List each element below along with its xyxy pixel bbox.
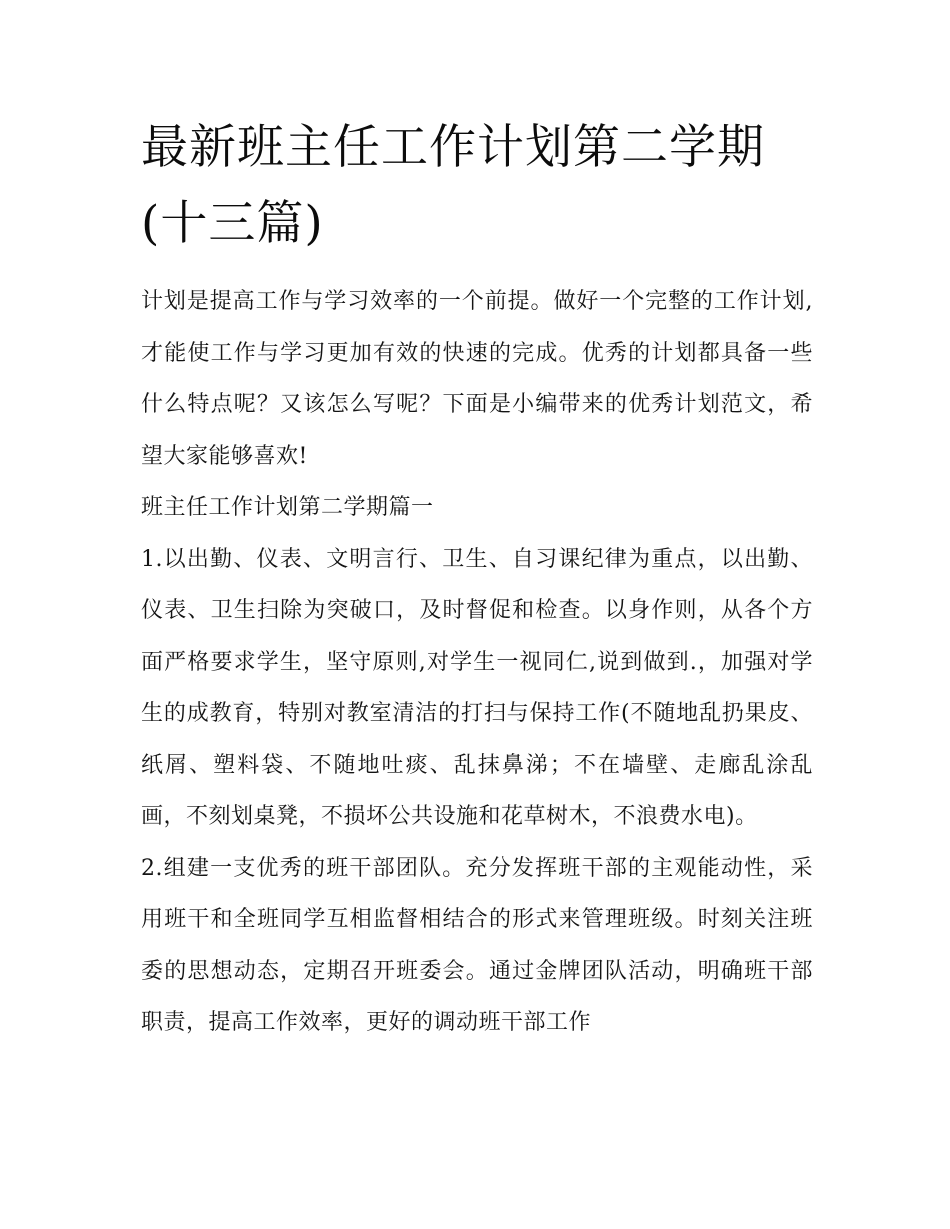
document-title: 最新班主任工作计划第二学期(十三篇) — [141, 120, 765, 251]
intro-paragraph: 计划是提高工作与学习效率的一个前提。做好一个完整的工作计划,才能使工作与学习更加有效的快速的完成。优秀的计划都具备一些什么特点呢？又该怎么写呢？下面是小编带来的优秀计划范文，希望大家能够喜欢! — [141, 289, 813, 469]
list-item: 2.组建一支优秀的班干部团队。充分发挥班干部的主观能动性，采用班干和全班同学互相监督相结合的形式来管理班级。时刻关注班委的思想动态，定期召开班委会。通过金牌团队活动，明确班干部职责，提高工作效率，更好的调动班干部工作 — [141, 855, 813, 1035]
list-item: 1.以出勤、仪表、文明言行、卫生、自习课纪律为重点，以出勤、仪表、卫生扫除为突破口，及时督促和检查。以身作则，从各个方面严格要求学生，坚守原则,对学生一视同仁,说到做到.，加强对学生的成教育，特别对教室清洁的打扫与保持工作(不随地乱扔果皮、纸屑、塑料袋、不随地吐痰、乱抹鼻涕；不在墙壁、走廊乱涂乱画，不刻划桌凳，不损坏公共设施和花草树木，不浪费水电)。 — [141, 546, 813, 829]
document-body — [141, 110, 813, 1049]
section-heading: 班主任工作计划第二学期篇一 — [141, 495, 434, 520]
